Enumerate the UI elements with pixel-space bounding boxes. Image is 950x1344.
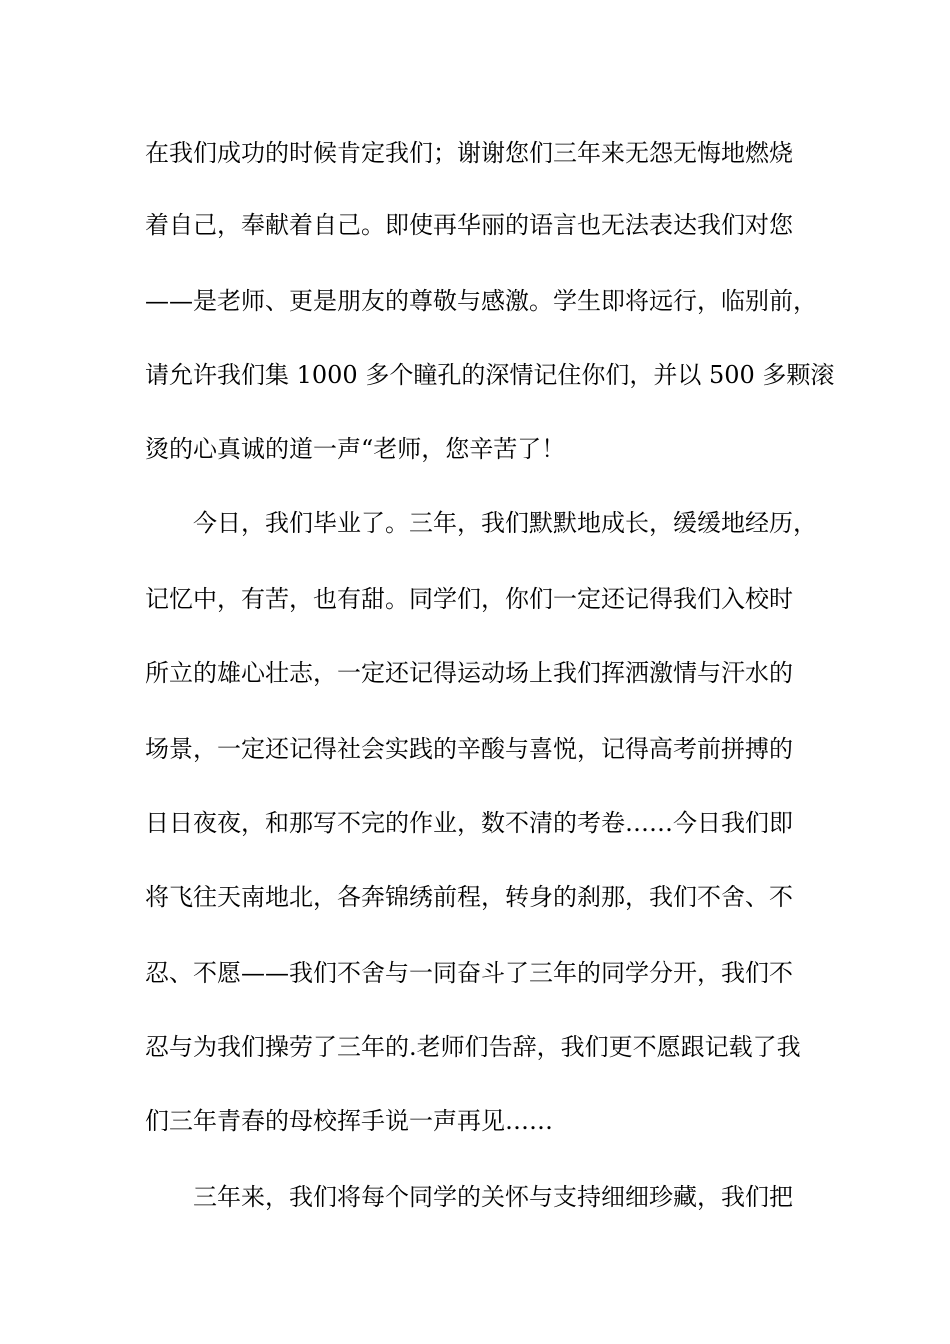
text-line: 日日夜夜，和那写不完的作业，数不清的考卷……今日我们即 (145, 809, 793, 837)
text-line: 忍、不愿——我们不舍与一同奋斗了三年的同学分开，我们不 (145, 959, 793, 987)
paragraph-start-line: 今日，我们毕业了。三年，我们默默地成长，缓缓地经历， (193, 509, 817, 537)
text-line: 将飞往天南地北，各奔锦绣前程，转身的刹那，我们不舍、不 (145, 883, 793, 911)
text-line: 着自己，奉献着自己。即使再华丽的语言也无法表达我们对您 (145, 211, 793, 239)
text-line: 们三年青春的母校挥手说一声再见…… (145, 1107, 553, 1135)
text-line: 场景，一定还记得社会实践的辛酸与喜悦，记得高考前拼搏的 (145, 735, 793, 763)
paragraph-start-line: 三年来，我们将每个同学的关怀与支持细细珍藏，我们把 (193, 1183, 793, 1211)
text-line: 烫的心真诚的道一声“老师，您辛苦了！ (145, 435, 566, 463)
text-line: 所立的雄心壮志，一定还记得运动场上我们挥洒激情与汗水的 (145, 659, 793, 687)
text-line: 请允许我们集 1000 多个瞳孔的深情记住你们，并以 500 多颗滚 (145, 361, 835, 389)
text-line: 在我们成功的时候肯定我们；谢谢您们三年来无怨无悔地燃烧 (145, 139, 793, 167)
text-line: ——是老师、更是朋友的尊敬与感激。学生即将远行，临别前， (145, 287, 817, 315)
text-line: 忍与为我们操劳了三年的.老师们告辞，我们更不愿跟记载了我 (145, 1033, 801, 1061)
text-line: 记忆中，有苦，也有甜。同学们，你们一定还记得我们入校时 (145, 585, 793, 613)
